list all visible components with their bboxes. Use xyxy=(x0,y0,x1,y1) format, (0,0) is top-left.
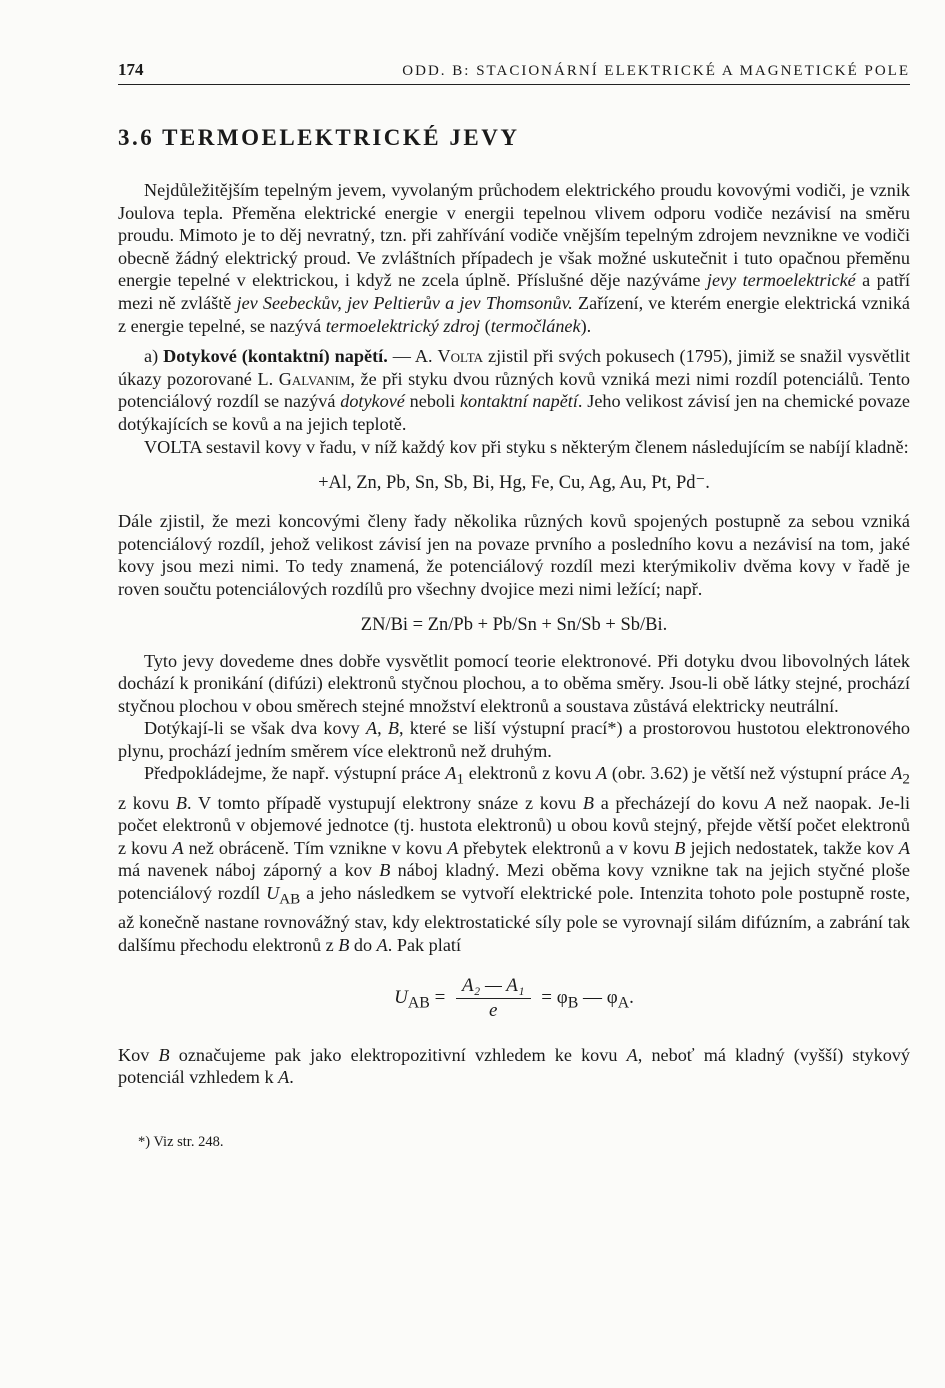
running-title: ODD. B: STACIONÁRNÍ ELEKTRICKÉ A MAGNETICKÉ POLE xyxy=(402,63,910,79)
paragraph-contact-voltage: a) Dotykové (kontaktní) napětí. — A. Volta zjistil při svých pokusech (1795), jimiž se snažil vysvětlit úkazy pozorované L. Galvanim, že při styku dvou různých kovů vzniká mezi nimi rozdíl potenciálů. Tento potenciálový rozdíl se nazývá dotykové neboli kontaktní napětí. Jeho velikost závisí jen na chemické povaze dotýkajících se kovů a na jejich teplotě. xyxy=(118,346,911,434)
paragraph-two-metals: Dotýkají-li se však dva kovy A, B, které se liší výstupní prací*) a prostorovou hustotou elektronového plynu, prochází jedním směrem více elektronů než druhým. xyxy=(118,718,911,761)
equation-potential-sum: ZN/Bi = Zn/Pb + Pb/Sn + Sn/Sb + Sb/Bi. xyxy=(360,614,668,635)
document-page xyxy=(118,60,910,1151)
footnote: *) Viz str. 248. xyxy=(138,1133,224,1150)
paragraph-work-function: Předpokládejme, že např. výstupní práce $A_1$ elektronů z kovu A (obr. 3.62) je větší než výstupní práce $A_2$ z kovu B. V tomto případě vystupují elektrony snáze z kovu B a přecházejí do kovu A než naopak. Je-li počet elektronů v objemové jednotce (tj. hustota elektronů) u obou kovů stejný, přejde větší počet elektronů z kovu A než obráceně. Tím vznikne v kovu A přebytek elektronů a v kovu B jejich nedostatek, takže kov A má navenek náboj záporný a kov B náboj kladný. Mezi oběma kovy vznikne tak na jejich styčné ploše potenciálový rozdíl $U_{AB}$ a jeho následkem se vytvoří elektrické pole. Intenzita tohoto pole postupně roste, až konečně nastane rovnovážný stav, kdy elektrostatické síly pole se vyrovnají silám difúzním, a zabrání tak dalšímu přechodu elektronů z B do A. Pak platí xyxy=(118,763,911,955)
paragraph-volta-series: VOLTA sestavil kovy v řadu, v níž každý kov při styku s některým členem následujícím se nabíjí kladně: xyxy=(144,436,909,457)
page-number: 174 xyxy=(118,60,144,79)
paragraph-potential-sum: Dále zjistil, že mezi koncovými členy řady několika různých kovů spojených postupně za sebou vzniká potenciálový rozdíl, jehož velikost závisí jen na povaze prvního a posledního kovu a nezávisí na tom, jaké kovy jsou mezi nimi. To tedy znamená, že potenciálový rozdíl mezi kterýmikoliv dvěma kovy v řadě je roven součtu potenciálových rozdílů pro všechny dvojice mezi nimi ležící; např. xyxy=(118,511,910,599)
section-title: 3.6 TERMOELEKTRICKÉ JEVY xyxy=(118,125,520,150)
paragraph-electron-theory: Tyto jevy dovedeme dnes dobře vysvětlit pomocí teorie elektronové. Při dotyku dvou libovolných látek dochází k pronikání (difúzi) elektronů styčnou plochou, a to oběma směry. Jsou-li obě látky stejné, prochází styčnou plochou v obou směrech stejné množství elektronů a soustava zůstává elektricky neutrální. xyxy=(118,650,910,716)
running-header xyxy=(118,60,910,85)
fraction: $\frac{\text{A₂ — A₁}}{e}$ xyxy=(456,975,530,1022)
paragraph-intro: Nejdůležitějším tepelným jevem, vyvolaným průchodem elektrického proudu kovovými vodiči, je vznik Joulova tepla. Přeměna elektrické energie v energii tepelnou vlivem odporu vodiče nezávisí na směru proudu. Mimoto je to děj nevratný, tzn. při zahřívání vodiče vnějším tepelným zdrojem nevznikne ve vodiči obecně žádný elektrický proud. Ve zvláštních případech je však možné uskutečnit i tuto opačnou přeměnu energie tepelné v elektrickou, i když ne zcela úplně. Příslušné děje nazýváme jevy termoelektrické a patří mezi ně zvláště jev Seebeckův, jev Peltierův a jev Thomsonův. Zařízení, ve kterém energie elektrická vzniká z energie tepelné, se nazývá termoelektrický zdroj (termočlánek). xyxy=(118,180,911,336)
paragraph-electropositive: Kov B označujeme pak jako elektropozitivní vzhledem ke kovu A, neboť má kladný (vyšší) stykový potenciál vzhledem k A. xyxy=(118,1044,910,1088)
equation-contact-potential: $U_{AB}$ = $\frac{\text{A₂ — A₁}}{e}$ = $\varphi_B$ — $\varphi_A$. xyxy=(394,974,634,1021)
volta-series-formula: +Al, Zn, Pb, Sn, Sb, Bi, Hg, Fe, Cu, Ag, Au, Pt, Pd⁻. xyxy=(318,473,710,494)
